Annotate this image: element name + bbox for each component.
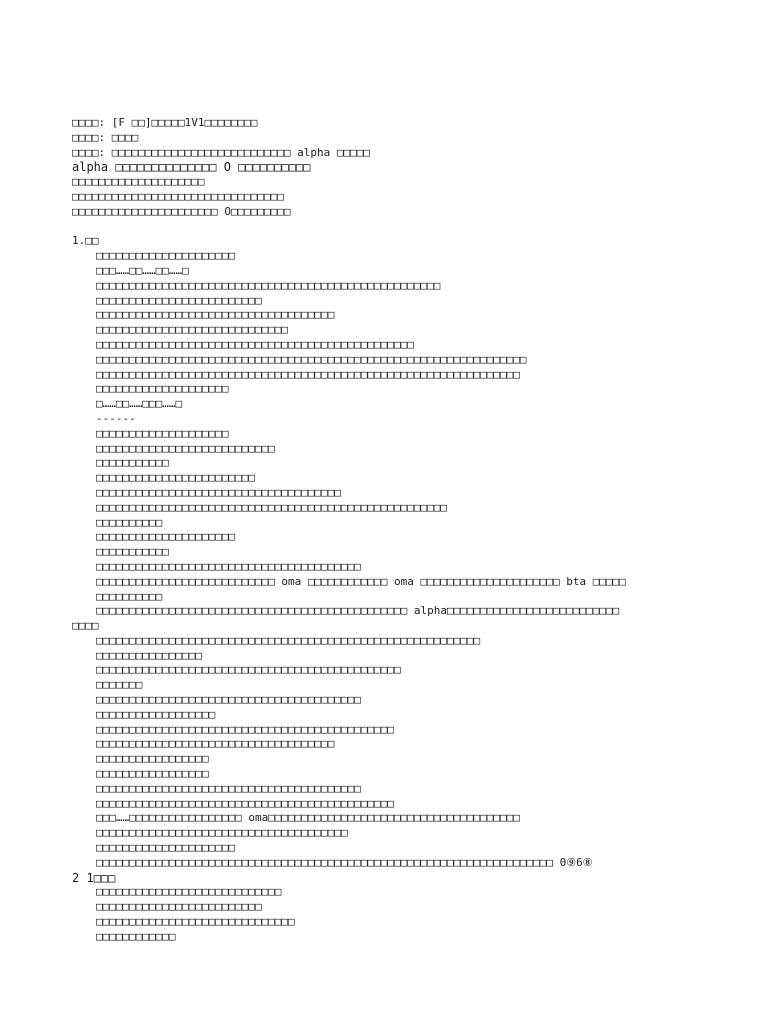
section-heading: 2 1□□□ (72, 870, 116, 885)
text-line: □□□□□□□□□□□□□□□□□□□□□□□□ (96, 471, 255, 485)
text-line: □□□□□□□□□□□□□□□□□□□□□□□□□□□□□□□□□□□□□□□□□□□□□□□□□□□□□□□□□□□□□□□□ (96, 367, 520, 381)
text-line: □□□□□□□□□□□□□□□□□□□□□ (96, 530, 236, 544)
section-2-paragraphs (72, 885, 702, 944)
header-line-5: □□□□□□□□□□□□□□□□□□□□ (72, 175, 205, 189)
text-line: □□□□□□□□□□□□□□□□ (96, 648, 202, 662)
text-line: □□□□□□□□□□□□□□□□□□□□□□□□□□□□□□□□□□□□□□□□□□□□□□ (96, 663, 401, 677)
text-line: □□□□□□□ (96, 678, 143, 692)
text-line: □□□□□□□□□□□□□□□□□□□□□□□□□□□□□□□□□□□□ (96, 737, 335, 751)
text-line: □□□□□□□□□□□□□□□□□□□□□□□□□□□□□□□□□□□□□□□□□□□□□□□ alpha□□□□□□□□□□□□□□□□□□□□□□□□□□ (96, 604, 620, 618)
text-line: □□□□□□□□□□ (96, 515, 163, 529)
wrapped-line: □□□□ (72, 619, 99, 633)
text-line: □□□□□□□□□□□□□□□□□□□□□□□□□□□□□□□□□□□□□□□□ (96, 693, 361, 707)
text-line: □□□□□□□□□□□□□□□□□□□□□□□□□□□ oma □□□□□□□□□□□□ oma □□□□□□□□□□□□□□□□□□□□□ bta □□□□□ (96, 574, 626, 588)
text-line: □□□□□□□□□□□□□□□□□□□□□ (96, 249, 236, 263)
text-line: □□□□□□□□□□□□□□□□□□□□□□□□□□□□□□□□□□□□□□□□ (96, 781, 361, 795)
header-line-6: □□□□□□□□□□□□□□□□□□□□□□□□□□□□□□□□ (72, 189, 284, 203)
text-line: □□□□□□□□□□□ (96, 456, 169, 470)
text-line: □□□□□□□□□□□□□□□□□□ (96, 707, 216, 721)
header-line-7: □□□□□□□□□□□□□□□□□□□□□□ O□□□□□□□□□ (72, 204, 291, 218)
text-line: □□□□□□□□□□□□□□□□□□□□□□□□□□□ (96, 441, 275, 455)
text-line: □□□□□□□□□□□□□□□□□□□□□□□□□□□□□□□□□□□□□□□□ (96, 559, 361, 573)
text-line: □□□□□□□□□□□□□□□□□□□□□ (96, 841, 236, 855)
text-line: □……□□……□□□……□ (96, 397, 183, 411)
text-line: □□□□□□□□□□□□□□□□□□□□□□□□□□□□□ (96, 323, 289, 337)
text-line: □□□□□□□□□□□□□□□□□□□□□□□□□ (96, 900, 262, 914)
text-line: □□□□□□□□□□□□□□□□□□□□□□□□□□□□□□□□□□□□□□□□□□□□□□□□□□□□□□□□□□ (96, 633, 481, 647)
section-1-paragraphs-continued (72, 634, 702, 871)
text-line: □□□……□□□□□□□□□□□□□□□□□ oma□□□□□□□□□□□□□□□□□□□□□□□□□□□□□□□□□□□□□□ (96, 811, 520, 825)
text-line: □□□□□□□□□□□□□□□□□□□□□□□□□□□□□□ (96, 915, 295, 929)
text-line: □□□□□□□□□□□ (96, 545, 169, 559)
text-line: □□□□□□□□□□□□□□□□□□□□□□□□□□□□ (96, 885, 282, 899)
header-line-title: □□□□: [F □□]□□□□□1V1□□□□□□□□ (72, 116, 258, 129)
header-line-4: alpha □□□□□□□□□□□□□□ O □□□□□□□□□□ (72, 160, 311, 175)
text-line: □□□……□□……□□……□ (96, 263, 189, 277)
section-heading: 1.□□ (72, 234, 99, 248)
blank-line (72, 220, 702, 235)
text-line: □□□□□□□□□□□□□□□□□□□□□□□□□□□□□□□□□□□□□□□□□□□□□ (96, 722, 395, 736)
text-line: □□□□□□□□□□□□□□□□□□□□□□□□□□□□□□□□□□□□□□□□□□□□□□□□□□□□□□□□□□□□□□□□□ (96, 352, 527, 366)
text-line: □□□□□□□□□□□□□□□□□ (96, 767, 209, 781)
text-line: □□□□□□□□□□□□□□□□□ (96, 752, 209, 766)
text-line: □□□□□□□□□□□□□□□□□□□□□□□□□ (96, 293, 262, 307)
text-line: □□□□□□□□□□ (96, 589, 163, 603)
text-line: □□□□□□□□□□□□□□□□□□□□□□□□□□□□□□□□□□□□□□□□□□□□□□□□□□□□□ (96, 500, 447, 514)
document-body (72, 116, 702, 945)
text-line: ------ (96, 411, 136, 425)
text-line: □□□□□□□□□□□□□□□□□□□□□□□□□□□□□□□□□□□□□□□□□□□□□□□□ (96, 337, 414, 351)
text-line: □□□□□□□□□□□□□□□□□□□□□□□□□□□□□□□□□□□□ (96, 308, 335, 322)
text-line: □□□□□□□□□□□□□□□□□□□□□□□□□□□□□□□□□□□□□□ (96, 826, 348, 840)
text-line: □□□□□□□□□□□□□□□□□□□□□□□□□□□□□□□□□□□□□□□□□□□□□□□□□□□□ (96, 278, 441, 292)
text-line: □□□□□□□□□□□□□□□□□□□□□□□□□□□□□□□□□□□□□ (96, 485, 342, 499)
section-1-paragraphs (72, 249, 702, 619)
header-line-author: □□□□: □□□□ (72, 130, 139, 144)
text-line: □□□□□□□□□□□□ (96, 929, 176, 943)
text-line: □□□□□□□□□□□□□□□□□□□□ (96, 426, 229, 440)
text-line: □□□□□□□□□□□□□□□□□□□□ (96, 382, 229, 396)
text-line: □□□□□□□□□□□□□□□□□□□□□□□□□□□□□□□□□□□□□□□□□□□□□□□□□□□□□□□□□□□□□□□□□□□□□ 0⑨6⑧ (96, 855, 593, 869)
header-line-summary: □□□□: □□□□□□□□□□□□□□□□□□□□□□□□□□□ alpha □□□□□ (72, 145, 371, 159)
text-line: □□□□□□□□□□□□□□□□□□□□□□□□□□□□□□□□□□□□□□□□□□□□□ (96, 796, 395, 810)
